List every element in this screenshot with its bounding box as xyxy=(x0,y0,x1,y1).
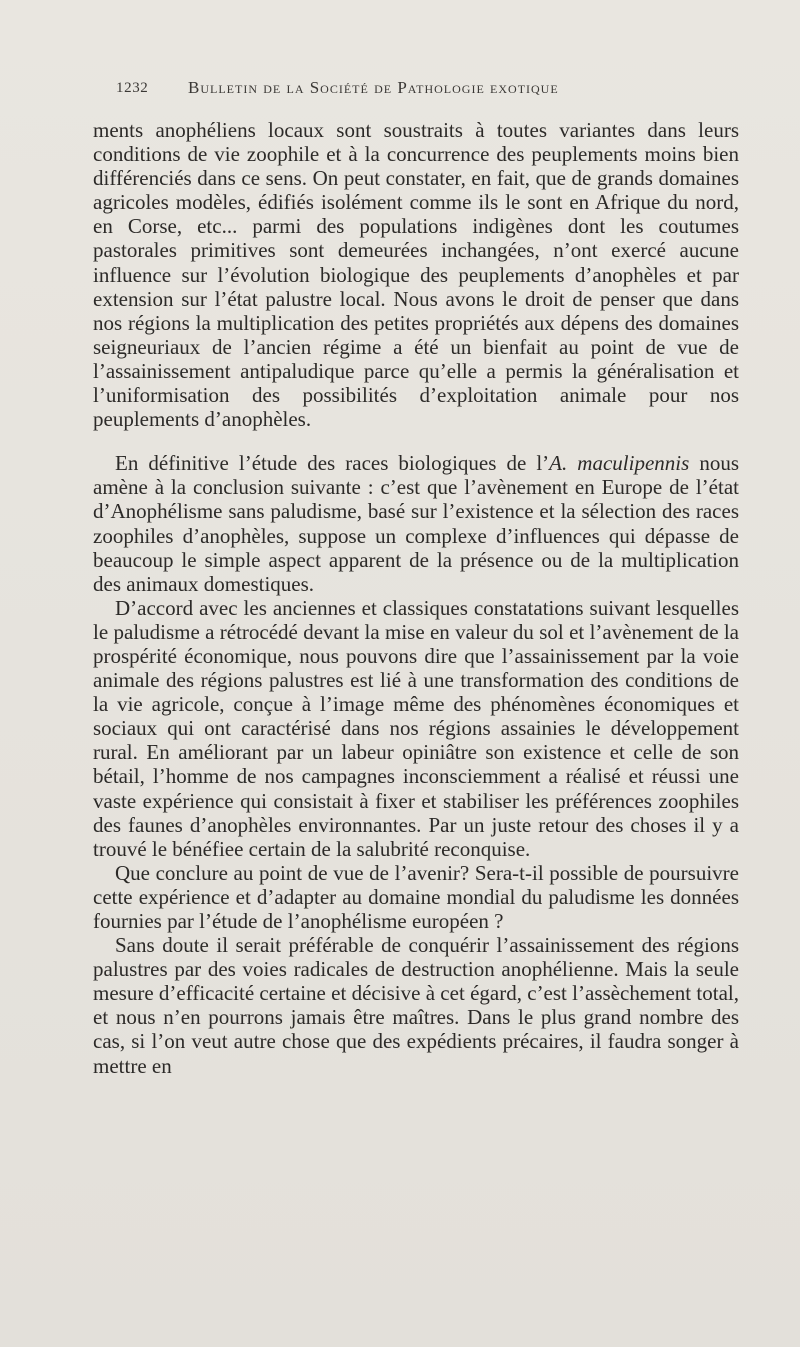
paragraph-4: Que conclure au point de vue de l’avenir? Sera-t-il possible de poursuivre cette expérience et d’adapter au domaine mondial du paludisme les données fournies par l’étude de l’anophélisme européen ? xyxy=(93,860,739,933)
page-number: 1232 xyxy=(116,80,149,96)
paragraph-1: ments anophéliens locaux sont soustraits à toutes variantes dans leurs conditions de vie zoophile et à la concurrence des peuplements moins bien différenciés dans ce sens. On peut constater, en fait, que de grands domaines agricoles modèles, édifiés isolément comme ils le sont en Afrique du nord, en Corse, etc... parmi des populations indigènes dont les coutumes pastorales primitives sont demeurées inchangées, n’ont exercé aucune influence sur l’évolution biologique des peuplements d’anophèles et par extension sur l’état palustre local. Nous avons le droit de penser que dans nos régions la multiplication des petites propriétés aux dépens des domaines seigneuriaux de l’ancien régime a été un bienfait au point de vue de l’assainissement antipaludique parce qu’elle a permis la généralisation et l’uniformisation des possibilités d’exploitation animale pour nos peuplements d’anophèles. xyxy=(93,118,739,432)
paragraph-2-start: En définitive l’étude des races biologiques de l’ xyxy=(115,451,550,476)
paragraph-2 xyxy=(93,451,739,596)
body-text xyxy=(93,118,739,1078)
species-name: A. maculipennis xyxy=(549,451,690,476)
paragraph-2-end: nous amène à la conclusion suivante : c’est que l’avènement en Europe de l’état d’Anophélisme sans paludisme, basé sur l’existence et la sélection des races zoophiles d’anophèles, suppose un complexe d’influences qui dépasse de beaucoup le simple aspect apparent de la présence ou de la multiplication des animaux domestiques. xyxy=(93,451,739,596)
paragraph-5: Sans doute il serait préférable de conquérir l’assainissement des régions palustres par des voies radicales de destruction anophélienne. Mais la seule mesure d’efficacité certaine et décisive à cet égard, c’est l’assèchement total, et nous n’en pourrons jamais être maîtres. Dans le plus grand nombre des cas, si l’on veut autre chose que des expédients précaires, il faudra songer à mettre en xyxy=(93,933,739,1078)
page-header xyxy=(116,76,706,104)
running-title: Bulletin de la Société de Pathologie exotique xyxy=(188,78,559,97)
paragraph-3: D’accord avec les anciennes et classiques constatations suivant lesquelles le paludisme a rétrocédé devant la mise en valeur du sol et l’avènement de la prospérité économique, nous pouvons dire que l’assainissement par la voie animale des régions palustres est lié à une transformation des conditions de la vie agricole, conçue à l’image même des phénomènes économiques et sociaux qui ont caractérisé dans nos régions assainies le développement rural. En améliorant par un labeur opiniâtre son existence et celle de son bétail, l’homme de nos campagnes inconsciemment a réalisé et réussi une vaste expérience qui consistait à fixer et stabiliser les préférences zoophiles des faunes d’anophèles environnantes. Par un juste retour des choses il y a trouvé le bénéfiee certain de la salubrité reconquise. xyxy=(93,595,739,861)
